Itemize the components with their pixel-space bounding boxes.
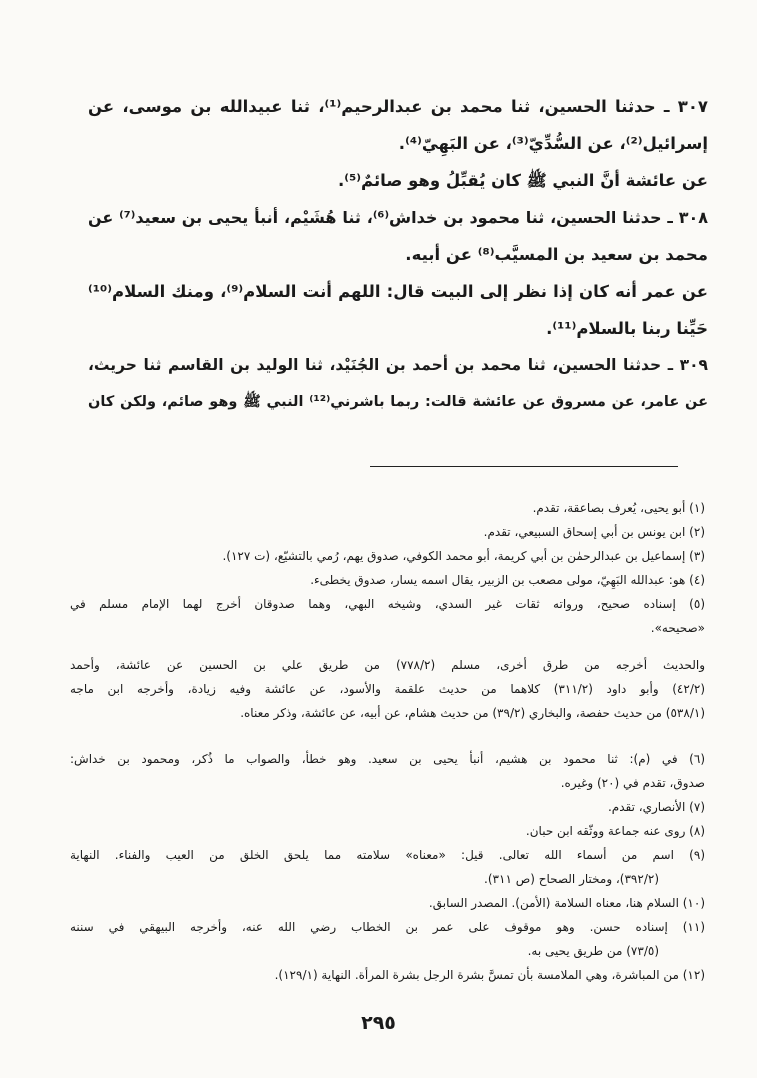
footnote-4: (٤) هو: عبدالله البَهِيّ، مولى مصعب بن الزبير، يقال اسمه يسار، صدوق يخطىء. bbox=[310, 573, 705, 587]
footnote-5-takhrij bbox=[70, 653, 705, 725]
footnote-9-continued: (٣٩٢/٢)، ومختار الصحاح (ص ٣١١). bbox=[484, 872, 659, 886]
main-text bbox=[88, 88, 708, 421]
footnote-10: (١٠) السلام هنا، معناه السلامة (الأمن). المصدر السابق. bbox=[428, 896, 705, 910]
hadith-308-line-1: ٣٠٨ ـ حدثنا الحسين، ثنا محمود بن خداش⁽⁶⁾، ثنا هُشَيْم، أنبأ يحيى بن سعيد⁽⁷⁾ عن bbox=[88, 208, 708, 227]
footnote-12: (١٢) من المباشرة، وهي الملامسة بأن تمسَّ بشرة الرجل بشرة المرأة. النهاية (١٢٩/١). bbox=[274, 968, 705, 982]
footnote-11: (١١) إسناده حسن. وهو موقوف على عمر بن الخطاب رضي الله عنه، وأخرجه البيهقي في سننه bbox=[70, 920, 705, 934]
footnote-5: (٥) إسناده صحيح، ورواته ثقات غير السدي، وشيخه البهي، وهما صدوقان أخرج لهما الإمام مسلم في bbox=[70, 597, 705, 611]
takhrij-line-2: (٤٢/٢) وأبو داود (٣١١/٢) كلاهما من حديث علقمة والأسود، عن عائشة وفيه زيادة، وأخرجه ابن ماجه bbox=[70, 682, 705, 696]
footnote-7: (٧) الأنصاري، تقدم. bbox=[607, 800, 705, 814]
hadith-307-line-2: إسرائيل⁽²⁾، عن السُّدِّيّ⁽³⁾، عن البَهِيّ⁽⁴⁾. bbox=[398, 134, 708, 153]
footnote-6-continued: صدوق، تقدم في (٢٠) وغيره. bbox=[560, 776, 705, 790]
hadith-308-matn-line-1: عن عمر أنه كان إذا نظر إلى البيت قال: اللهم أنت السلام⁽⁹⁾، ومنك السلام⁽¹⁰⁾ bbox=[88, 282, 708, 301]
footnotes-group-1 bbox=[70, 496, 705, 640]
footnotes-group-2 bbox=[70, 747, 705, 987]
hadith-308-matn-line-2: حَيِّنا ربنا بالسلام⁽¹¹⁾. bbox=[546, 319, 708, 338]
page-number: ٢٩٥ bbox=[361, 1012, 396, 1034]
footnote-5-continued: «صحيحه». bbox=[650, 621, 705, 635]
hadith-308-line-2: محمد بن سعيد بن المسيَّب⁽⁸⁾ عن أبيه. bbox=[405, 245, 708, 264]
hadith-309-line-1: ٣٠٩ ـ حدثنا الحسين، ثنا محمد بن أحمد بن الجُنَيْد، ثنا الوليد بن القاسم ثنا حريث، bbox=[88, 356, 708, 374]
footnote-6: (٦) في (م): ثنا محمود بن هشيم، أنبأ يحيى بن سعيد. وهو خطأ، والصواب ما ذُكر، ومحمود بن خداش: bbox=[70, 752, 705, 766]
footnote-11-continued: (٧٣/٥) من طريق يحيى به. bbox=[527, 944, 659, 958]
footnote-2: (٢) ابن يونس بن أبي إسحاق السبيعي، تقدم. bbox=[483, 525, 705, 539]
takhrij-line-3: (٥٣٨/١) من حديث حفصة، والبخاري (٣٩/٢) من حديث هشام، عن أبيه، عن عائشة، وذكر معناه. bbox=[240, 706, 705, 720]
footnote-3: (٣) إسماعيل بن عبدالرحمٰن بن أبي كريمة، أبو محمد الكوفي، صدوق يهم، رُمي بالتشيّع، (ت ١٢٧). bbox=[222, 549, 705, 563]
footnote-8: (٨) روى عنه جماعة ووثّقه ابن حبان. bbox=[525, 824, 705, 838]
hadith-309-line-2: عن عامر، عن مسروق عن عائشة قالت: ربما باشرني⁽¹²⁾ النبي ﷺ وهو صائم، ولكن كان bbox=[88, 394, 708, 410]
footnote-9: (٩) اسم من أسماء الله تعالى. قيل: «معناه» سلامته مما يلحق الخلق من العيب والفناء. النهاية bbox=[70, 848, 705, 862]
footnote-1: (١) أبو يحيى، يُعرف بصاعقة، تقدم. bbox=[532, 501, 705, 515]
takhrij-line-1: والحديث أخرجه من طرق أخرى، مسلم (٧٧٨/٢) من طريق علي بن الحسين عن عائشة، وأحمد bbox=[70, 658, 705, 672]
footnote-divider bbox=[370, 466, 678, 467]
hadith-307-matn: عن عائشة أنَّ النبي ﷺ كان يُقبِّلُ وهو صائمٌ⁽⁵⁾. bbox=[338, 171, 708, 190]
hadith-307-line-1: ٣٠٧ ـ حدثنا الحسين، ثنا محمد بن عبدالرحيم⁽¹⁾، ثنا عبيدالله بن موسى، عن bbox=[88, 97, 708, 116]
